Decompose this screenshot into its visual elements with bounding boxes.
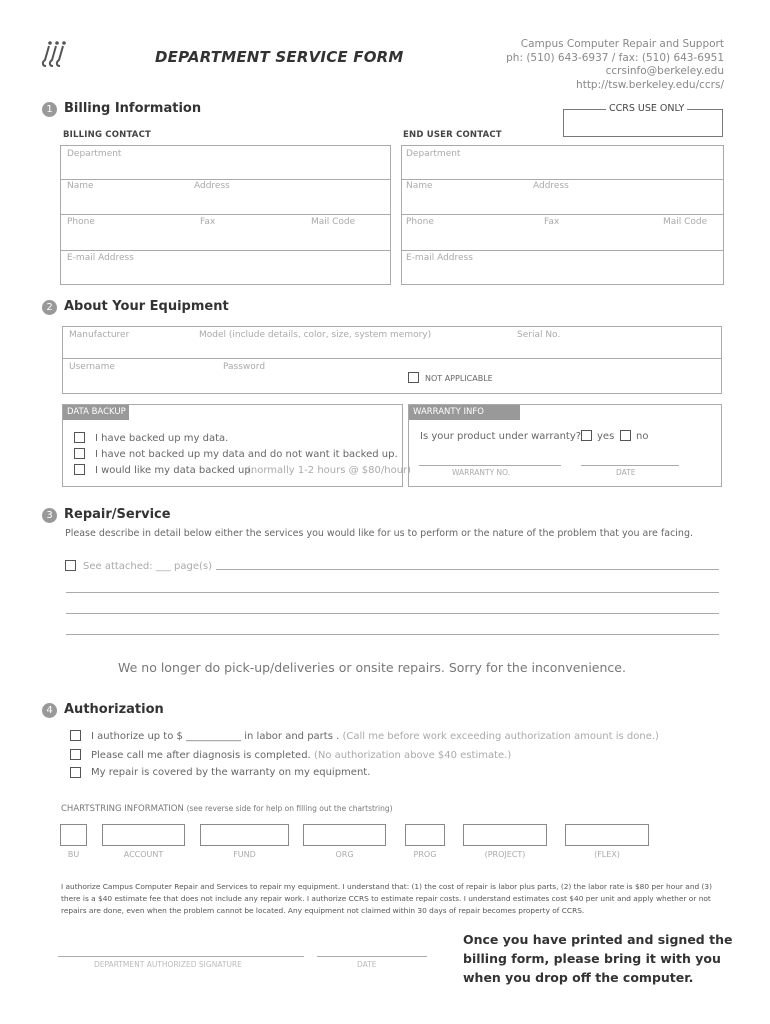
backup-option-3-checkbox[interactable] (74, 464, 85, 475)
end-user-fax-field[interactable]: Fax (544, 217, 560, 227)
repair-description-line-4[interactable] (66, 634, 719, 635)
contact-line: http://tsw.berkeley.edu/ccrs/ (576, 78, 724, 91)
signature-label: DEPARTMENT AUTHORIZED SIGNATURE (94, 960, 242, 969)
equipment-box (62, 326, 722, 394)
chartstring-org-label: ORG (335, 850, 354, 859)
chartstring-account-label: ACCOUNT (123, 850, 164, 859)
authorize-amount-label (91, 731, 659, 742)
backup-option-2-checkbox[interactable] (74, 448, 85, 459)
chartstring-heading (61, 804, 393, 814)
signature-date-line[interactable] (317, 956, 427, 957)
chartstring-bu-input[interactable] (60, 824, 87, 846)
chartstring-fund-label: FUND (233, 850, 256, 859)
warranty-yes-label: yes (597, 431, 615, 442)
backup-option-2-label: I have not backed up my data and do not want it backed up. (95, 449, 398, 460)
end-user-address-field[interactable]: Address (533, 181, 569, 191)
billing-email-field[interactable]: E-mail Address (67, 253, 134, 263)
call-after-diagnosis-note: (No authorization above $40 estimate.) (313, 750, 512, 761)
end-user-phone-field[interactable]: Phone (406, 217, 434, 227)
end-user-email-field[interactable]: E-mail Address (406, 253, 473, 263)
warranty-yes-checkbox[interactable] (581, 430, 592, 441)
repair-description-line-1[interactable] (216, 569, 719, 570)
chartstring-fund-input[interactable] (200, 824, 289, 846)
repair-instructions: Please describe in detail below either the services you would like for us to perform or the nature of the problem that you are facing. (65, 528, 693, 539)
authorize-amount-checkbox[interactable] (70, 730, 81, 741)
chartstring-label: CHARTSTRING INFORMATION (61, 804, 184, 814)
backup-option-3-note: (normally 1-2 hours @ $80/hour) (247, 465, 412, 476)
billing-contact-label: BILLING CONTACT (63, 130, 152, 140)
see-attached-label: See attached: ___ page(s) (83, 561, 212, 572)
chartstring-bu-label: BU (67, 850, 80, 859)
billing-department-field[interactable]: Department (67, 149, 122, 159)
warranty-header: WARRANTY INFO (409, 405, 520, 420)
billing-address-field[interactable]: Address (194, 181, 230, 191)
warranty-box (408, 404, 722, 487)
warranty-no-label: no (636, 431, 649, 442)
page-title: DEPARTMENT SERVICE FORM (155, 48, 404, 66)
end-user-contact-label: END USER CONTACT (403, 130, 502, 140)
authorize-amount-note: (Call me before work exceeding authorization amount is done.) (342, 731, 659, 742)
serial-number-field[interactable]: Serial No. (517, 330, 561, 340)
closing-instructions: Once you have printed and signed the billing form, please bring it with you when you drop off the computer. (463, 932, 733, 985)
billing-fax-field[interactable]: Fax (200, 217, 216, 227)
billing-contact-box (60, 145, 391, 285)
chartstring-prog-input[interactable] (405, 824, 445, 846)
end-user-mail-code-field[interactable]: Mail Code (663, 217, 708, 227)
warranty-covered-label: My repair is covered by the warranty on my equipment. (91, 767, 371, 778)
data-backup-box (62, 404, 412, 487)
warranty-date-line[interactable] (581, 465, 679, 466)
section-title-repair: Repair/Service (64, 507, 171, 522)
billing-phone-field[interactable]: Phone (67, 217, 95, 227)
authorize-amount-text: I authorize up to $ ___________ in labor and parts . (91, 731, 340, 742)
not-applicable-label: NOT APPLICABLE (425, 374, 493, 383)
call-after-diagnosis-label (91, 750, 511, 761)
not-applicable-checkbox[interactable] (408, 372, 419, 383)
warranty-question: Is your product under warranty? (420, 431, 582, 442)
backup-option-1-checkbox[interactable] (74, 432, 85, 443)
repair-description-line-3[interactable] (66, 613, 719, 614)
section-number-2: 2 (42, 300, 57, 315)
repair-description-line-2[interactable] (66, 592, 719, 593)
chartstring-flex-input[interactable] (565, 824, 649, 846)
chartstring-account-input[interactable] (102, 824, 185, 846)
billing-name-field[interactable]: Name (67, 181, 94, 191)
chartstring-prog-label: PROG (413, 850, 437, 859)
warranty-no-checkbox[interactable] (620, 430, 631, 441)
section-title-billing: Billing Information (64, 101, 202, 116)
end-user-department-field[interactable]: Department (406, 149, 461, 159)
contact-line: ccrsinfo@berkeley.edu (605, 65, 724, 77)
authorization-legal-text: I authorize Campus Computer Repair and Services to repair my equipment. I understand that: (1) the cost of repair is labor plus parts, (2) the labor rate is $80 per hour and (3) there is a $40 estimate fee that does not include any repair work. I authorize CCRS to estimate repair costs. I understand estimates cost $40 per unit and apply whether or not repairs are done, even when the problem cannot be located. Any equipment not claimed within 30 days of repair becomes property of CCRS. (61, 882, 713, 915)
chartstring-project-label: (PROJECT) (484, 850, 526, 859)
warranty-date-label: DATE (616, 468, 636, 477)
call-after-diagnosis-text: Please call me after diagnosis is completed. (91, 750, 311, 761)
ccrs-logo-icon (40, 40, 70, 68)
backup-option-3-label: I would like my data backed up. (95, 465, 254, 476)
section-number-3: 3 (42, 508, 57, 523)
section-number-4: 4 (42, 703, 57, 718)
chartstring-flex-label: (FLEX) (594, 850, 620, 859)
contact-line: ph: (510) 643-6937 / fax: (510) 643-6951 (506, 51, 724, 64)
end-user-name-field[interactable]: Name (406, 181, 433, 191)
data-backup-header: DATA BACKUP (63, 405, 129, 420)
section-title-authorization: Authorization (64, 702, 164, 717)
service-notice: We no longer do pick-up/deliveries or onsite repairs. Sorry for the inconvenience. (118, 660, 626, 675)
backup-option-1-label: I have backed up my data. (95, 433, 229, 444)
signature-date-label: DATE (357, 960, 377, 969)
section-title-equipment: About Your Equipment (64, 299, 229, 314)
end-user-contact-box (401, 145, 724, 285)
chartstring-note: (see reverse side for help on filling out the chartstring) (186, 804, 393, 813)
warranty-number-line[interactable] (419, 465, 561, 466)
warranty-covered-checkbox[interactable] (70, 767, 81, 778)
model-field[interactable]: Model (include details, color, size, system memory) (199, 330, 432, 340)
username-field[interactable]: Username (69, 362, 115, 372)
section-number-1: 1 (42, 102, 57, 117)
password-field[interactable]: Password (223, 362, 266, 372)
chartstring-org-input[interactable] (303, 824, 386, 846)
manufacturer-field[interactable]: Manufacturer (69, 330, 130, 340)
contact-line: Campus Computer Repair and Support (520, 38, 724, 50)
see-attached-checkbox[interactable] (65, 560, 76, 571)
signature-line[interactable] (58, 956, 304, 957)
warranty-number-label: WARRANTY NO. (452, 468, 511, 477)
billing-mail-code-field[interactable]: Mail Code (311, 217, 356, 227)
chartstring-project-input[interactable] (463, 824, 547, 846)
ccrs-use-only-label: CCRS USE ONLY (606, 103, 687, 114)
contact-info (464, 38, 724, 92)
call-after-diagnosis-checkbox[interactable] (70, 749, 81, 760)
